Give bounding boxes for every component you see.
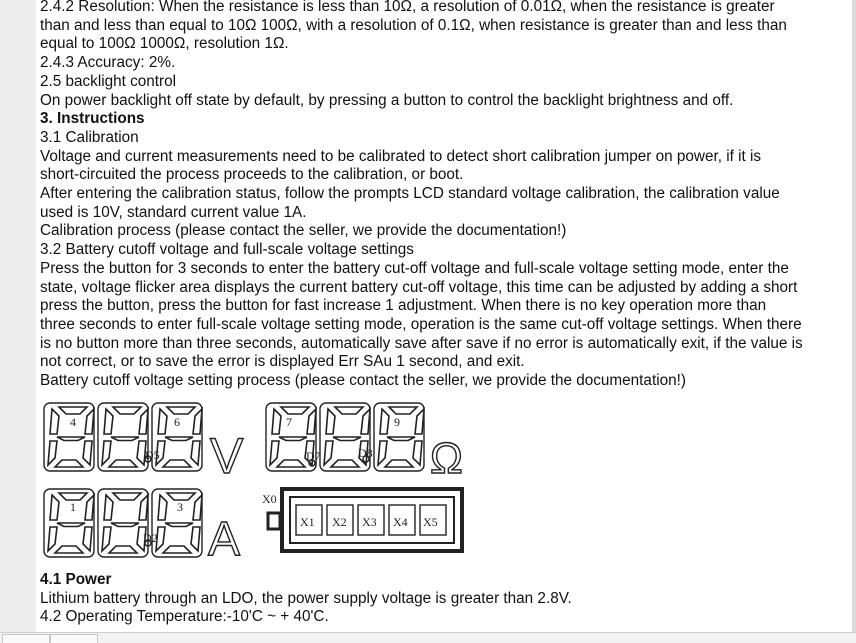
text-line: 3.2 Battery cutoff voltage and full-scale voltage settings xyxy=(40,241,414,259)
lcd-segment xyxy=(191,441,200,465)
heading-instructions: 3. Instructions xyxy=(40,110,145,128)
lcd-segment xyxy=(50,495,59,520)
lcd-segment xyxy=(163,546,191,553)
text-line: 4.2 Operating Temperature:-10'C ~ + 40'C. xyxy=(40,608,329,626)
lcd-segment xyxy=(167,407,195,414)
battery-cell-label: X3 xyxy=(362,515,377,529)
dp-label: D5 xyxy=(145,448,160,462)
amp-unit-icon: A xyxy=(208,513,241,566)
section-heading xyxy=(40,110,854,129)
lcd-segment xyxy=(111,523,139,527)
text-line: 2.4.3 Accuracy: 2%. xyxy=(40,54,176,72)
heading-power: 4.1 Power xyxy=(40,571,112,588)
volt-unit-icon: V xyxy=(210,428,244,484)
lcd-segment xyxy=(85,495,94,520)
lcd-segment xyxy=(50,409,59,434)
text-line: used is 10V, standard current value 1A. xyxy=(40,203,307,221)
digit-label: 7 xyxy=(286,415,292,429)
text-line: three seconds to enter full-scale voltage setting mode, operation is the same cut-off voltage settings. When there xyxy=(40,315,802,333)
text-line: Lithium battery through an LDO, the power supply voltage is greater than 2.8V. xyxy=(40,589,572,607)
text-line: Press the button for 3 seconds to enter the battery cut-off voltage and full-scale voltage setting mode, enter the xyxy=(40,259,789,277)
battery-cell-label: X4 xyxy=(393,515,408,529)
lcd-segment xyxy=(270,441,279,465)
lcd-segment xyxy=(85,409,94,434)
battery-label: X0 xyxy=(262,492,277,506)
document-text xyxy=(40,0,854,391)
lcd-segment xyxy=(57,523,85,527)
lcd-segment xyxy=(109,546,137,553)
lcd-segment xyxy=(165,437,193,441)
lcd-segment xyxy=(331,460,359,467)
lcd-segment xyxy=(48,527,57,551)
text-line: Calibration process (please contact the seller, we provide the documentation!) xyxy=(40,222,567,240)
digit-label: 1 xyxy=(70,500,76,514)
lcd-segment xyxy=(387,437,415,441)
lcd-segment xyxy=(102,527,111,551)
lcd-segment xyxy=(111,437,139,441)
ohm-unit-icon: Ω xyxy=(430,434,463,483)
lcd-segment xyxy=(279,437,307,441)
lcd-segment xyxy=(163,460,191,467)
lcd-segment xyxy=(326,409,335,434)
lcd-segment-diagram xyxy=(40,393,484,570)
text-line: Voltage and current measurements need to be calibrated to detect short calibration jumper on power, if it is xyxy=(40,147,762,165)
lcd-segment xyxy=(281,407,309,414)
lcd-segment xyxy=(158,495,167,520)
lcd-segment xyxy=(109,460,137,467)
lcd-diagram-svg xyxy=(40,393,484,570)
lcd-segment xyxy=(191,527,200,551)
text-line: Battery cutoff voltage setting process (please contact the seller, we provide the documentation!) xyxy=(40,372,686,390)
text-line: After entering the calibration status, follow the prompts LCD standard voltage calibration, the calibration value xyxy=(40,185,780,203)
lcd-segment xyxy=(139,495,148,520)
lcd-segment xyxy=(83,441,92,465)
lcd-segment xyxy=(380,409,389,434)
lcd-segment xyxy=(389,407,417,414)
lcd-segment xyxy=(59,493,87,500)
lcd-segment xyxy=(335,407,363,414)
lcd-segment xyxy=(307,409,316,434)
text-line: 3.1 Calibration xyxy=(40,128,139,146)
lcd-segment xyxy=(113,493,141,500)
dp-label: D2 xyxy=(143,531,158,545)
battery-cell-label: X1 xyxy=(300,515,315,529)
lcd-segment xyxy=(333,437,361,441)
lcd-segment xyxy=(361,409,370,434)
battery-cell-label: X2 xyxy=(332,515,347,529)
lcd-segment xyxy=(378,441,387,465)
text-line: short-circuited the process proceeds to the calibration, or boot. xyxy=(40,166,464,184)
lcd-segment xyxy=(57,437,85,441)
lcd-segment xyxy=(165,523,193,527)
digit-label: 3 xyxy=(177,500,183,514)
digit-label: 6 xyxy=(174,415,180,429)
lcd-segment xyxy=(413,441,422,465)
text-line: 2.5 backlight control xyxy=(40,72,177,90)
lcd-segment xyxy=(83,527,92,551)
text-line: not correct, or to save the error is displayed Err SAu 1 second, and exit. xyxy=(40,353,525,371)
lcd-segment xyxy=(102,441,111,465)
document-text-after xyxy=(40,571,854,627)
text-line: state, voltage flicker area displays the current battery cut-off voltage, this time can be adjusted by adding a short xyxy=(40,278,798,296)
lcd-segment xyxy=(158,409,167,434)
lcd-segment xyxy=(277,460,305,467)
lcd-segment xyxy=(167,493,195,500)
lcd-segment xyxy=(415,409,424,434)
lcd-segment xyxy=(272,409,281,434)
text-line: press the button, press the button for fast increase 1 adjustment. When there is no key operation more than xyxy=(40,297,767,315)
lcd-segment xyxy=(55,546,83,553)
lcd-segment xyxy=(55,460,83,467)
lcd-segment xyxy=(104,409,113,434)
text-line: than and less than equal to 10Ω 100Ω, with a resolution of 0.1Ω, when resistance is greater than and less than xyxy=(40,16,787,34)
dp-label: D7 xyxy=(306,449,321,463)
text-line: is no button more than three seconds, automatically save after save if no error is automatically exit, if the value is xyxy=(40,334,803,352)
lcd-segment xyxy=(139,409,148,434)
text-line: equal to 100Ω 1000Ω, resolution 1Ω. xyxy=(40,35,289,53)
digit-label: 4 xyxy=(70,415,76,429)
left-margin xyxy=(0,0,36,632)
dp-label: D8 xyxy=(358,446,373,460)
lcd-segment xyxy=(193,495,202,520)
digit-label: 9 xyxy=(394,415,400,429)
lcd-segment xyxy=(385,460,413,467)
lcd-segment xyxy=(193,409,202,434)
battery-cell-label: X5 xyxy=(423,515,438,529)
status-bar xyxy=(0,632,856,643)
lcd-segment xyxy=(48,441,57,465)
lcd-segment xyxy=(104,495,113,520)
text-line: On power backlight off state by default, by pressing a button to control the backlight brightness and off. xyxy=(40,91,734,109)
lcd-segment xyxy=(113,407,141,414)
lcd-segment xyxy=(324,441,333,465)
text-line: 2.4.2 Resolution: When the resistance is less than 10Ω, a resolution of 0.01Ω, when the resistance is greater xyxy=(40,0,775,15)
lcd-segment xyxy=(59,407,87,414)
